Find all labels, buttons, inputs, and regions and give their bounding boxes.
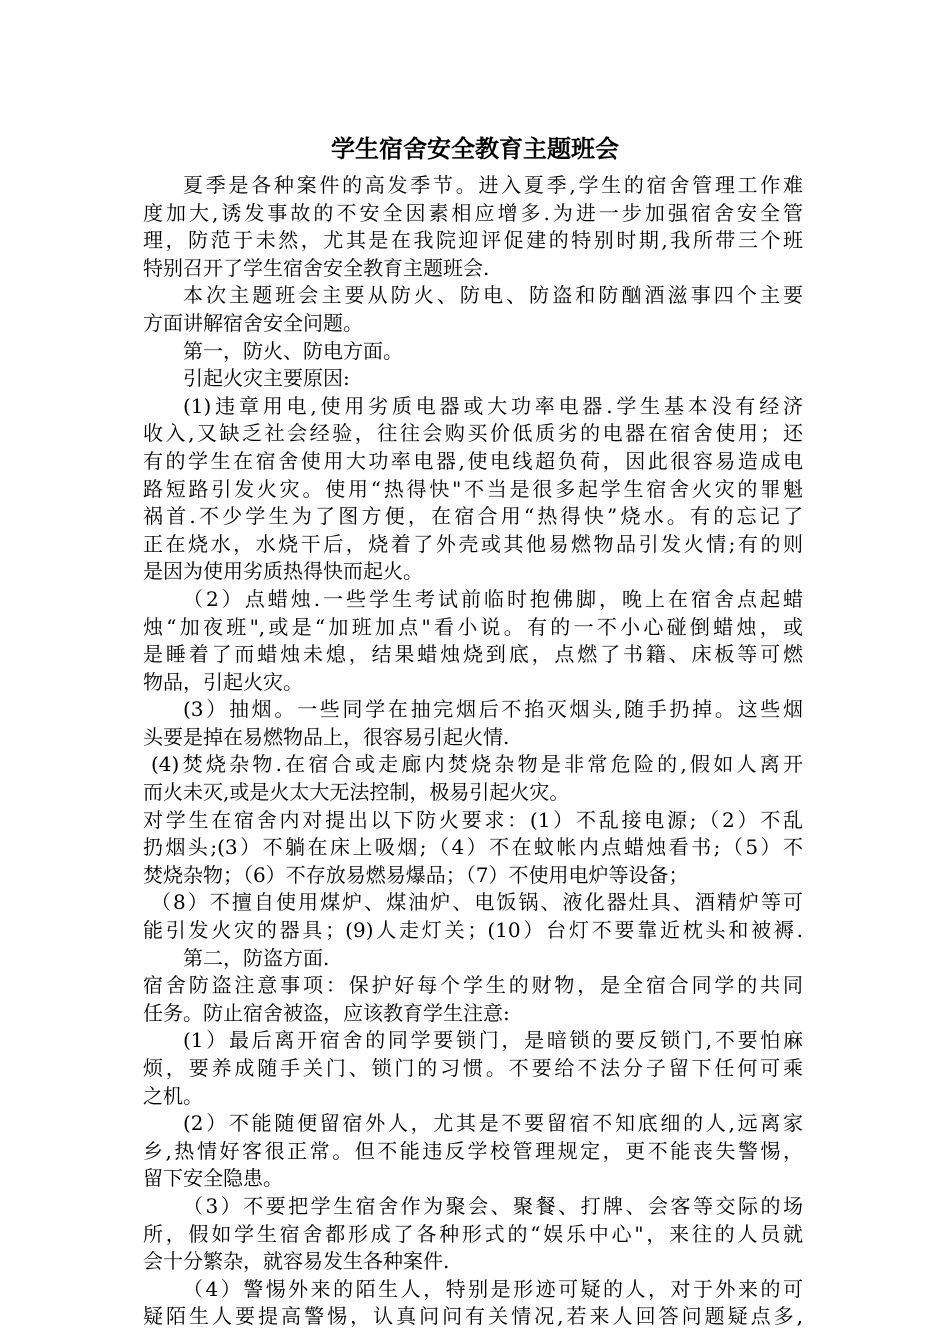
- text-line: (3）抽烟。一些同学在抽完烟后不掐灭烟头,随手扔掉。这些烟: [183, 697, 803, 722]
- text-line: (1)违章用电,使用劣质电器或大功率电器.学生基本没有经济: [183, 393, 803, 418]
- text-line: 烦，要养成随手关门、锁门的习惯。不要给不法分子留下任何可乘: [143, 1056, 803, 1080]
- text-line: 烛“加夜班",或是“加班加点"看小说。有的一不小心碰倒蜡烛，或: [143, 614, 803, 639]
- text-line: 头要是掉在易燃物品上，很容易引起火情.: [143, 724, 510, 749]
- text-line: (2）不能随便留宿外人，尤其是不要留宿不知底细的人,远离家: [183, 1111, 803, 1136]
- text-line: 宿舍防盗注意事项：保护好每个学生的财物，是全宿合同学的共同: [143, 973, 803, 998]
- text-line: 焚烧杂物；（6）不存放易燃易爆品；（7）不使用电炉等设备；: [143, 862, 689, 887]
- text-line: 留下安全隐患。: [143, 1166, 283, 1191]
- text-line: （8）不擅自使用煤炉、煤油炉、电饭锅、液化器灶具、酒精炉等可: [151, 890, 803, 915]
- text-line: 是睡着了而蜡烛未熄，结果蜡烛烧到底，点燃了书籍、床板等可燃: [143, 642, 803, 667]
- text-line: 会十分繁杂，就容易发生各种案件.: [143, 1249, 450, 1274]
- text-line: 能引发火灾的器具；(9)人走灯关；(10）台灯不要靠近枕头和被褥.: [143, 918, 803, 943]
- text-line: 方面讲解宿舍安全问题。: [143, 310, 363, 335]
- text-line: 本次主题班会主要从防火、防电、防盗和防酗酒滋事四个主要: [183, 283, 803, 308]
- text-line: （2）点蜡烛.一些学生考试前临时抱佛脚，晚上在宿舍点起蜡: [183, 586, 803, 611]
- text-line: 对学生在宿舍内对提出以下防火要求：(1）不乱接电源;（2）不乱: [143, 807, 803, 832]
- text-line: 疑陌生人要提高警惕，认真问问有关情况,若来人回答问题疑点多,: [143, 1304, 803, 1329]
- text-line: 有的学生在宿舍使用大功率电器,使电线超负荷，因此很容易造成电: [143, 448, 803, 473]
- text-line: 度加大,诱发事故的不安全因素相应增多.为进一步加强宿舍安全管: [143, 200, 803, 225]
- document-body: [143, 172, 803, 1331]
- text-line: 之机。: [143, 1083, 203, 1108]
- text-line: 第二，防盗方面.: [183, 945, 330, 970]
- text-line: 而火未灭,或是火太大无法控制，极易引起火灾。: [143, 780, 570, 805]
- text-line: (4)焚烧杂物.在宿合或走廊内焚烧杂物是非常危险的,假如人离开: [151, 752, 803, 777]
- text-line: 任务。防止宿舍被盗，应该教育学生注意:: [143, 1000, 510, 1025]
- text-line: 特别召开了学生宿舍安全教育主题班会.: [143, 255, 490, 280]
- document-title: 学生宿舍安全教育主题班会: [331, 135, 619, 163]
- text-line: 引起火灾主要原因:: [183, 366, 350, 391]
- text-line: 所，假如学生宿舍都形成了各种形式的“娱乐中心"，来往的人员就: [143, 1221, 803, 1246]
- text-line: 正在烧水，水烧干后，烧着了外壳或其他易燃物品引发火情;有的则: [143, 531, 803, 556]
- text-line: （4）警惕外来的陌生人，特别是形迹可疑的人，对于外来的可: [183, 1276, 803, 1301]
- text-line: 乡,热情好客很正常。但不能违反学校管理规定，更不能丧失警惕，: [143, 1138, 803, 1163]
- text-line: 路短路引发火灾。使用“热得快"不当是很多起学生宿舍火灾的罪魁: [143, 476, 803, 501]
- text-line: (1）最后离开宿舍的同学要锁门，是暗锁的要反锁门,不要怕麻: [183, 1028, 803, 1053]
- text-line: 祸首.不少学生为了图方便，在宿合用“热得快”烧水。有的忘记了: [143, 504, 803, 529]
- text-line: 夏季是各种案件的高发季节。进入夏季,学生的宿舍管理工作难: [183, 173, 803, 197]
- text-line: 第一，防火、防电方面。: [183, 338, 403, 363]
- text-line: 理，防范于未然，尤其是在我院迎评促建的特别时期,我所带三个班: [143, 228, 803, 253]
- text-line: 扔烟头;(3）不躺在床上吸烟;（4）不在蚊帐内点蜡烛看书;（5）不: [143, 835, 803, 860]
- text-line: 收入,又缺乏社会经验，往往会购买价低质劣的电器在宿舍使用；还: [143, 421, 803, 446]
- text-line: （3）不要把学生宿舍作为聚会、聚餐、打牌、会客等交际的场: [183, 1193, 803, 1218]
- text-line: 物品，引起火灾。: [143, 669, 303, 694]
- text-line: 是因为使用劣质热得快而起火。: [143, 559, 423, 584]
